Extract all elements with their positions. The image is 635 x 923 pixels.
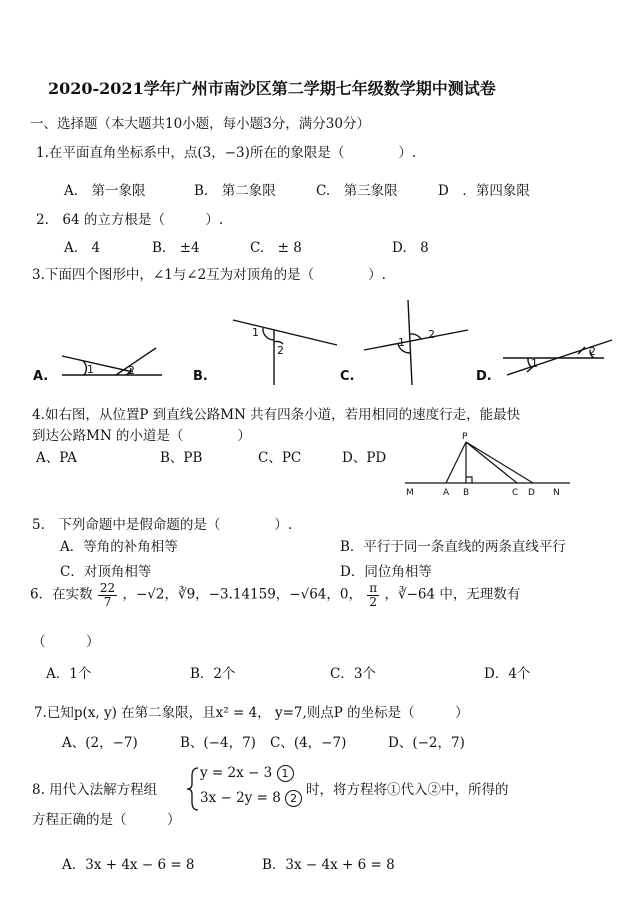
q6-fraction-22-7 (98, 582, 117, 608)
q8-eq2-text: 3x − 2y = 8 (200, 790, 281, 806)
q5-option-a: A．等角的补角相等 (60, 539, 178, 555)
q2-option-b: B. ±4 (152, 240, 200, 256)
section-heading: 一、选择题（本大题共10小题，每小题3分，满分30分） (30, 116, 370, 132)
q8-equation-2 (200, 790, 302, 807)
q6-option-b: B．2个 (190, 666, 236, 682)
q6-option-c: C．3个 (330, 666, 376, 682)
q2-option-c: C. ± 8 (250, 240, 302, 256)
q2-option-d: D. 8 (392, 240, 429, 256)
fig-letter-c: C. (340, 369, 355, 384)
q7-option-a: A、(2，−7) (62, 735, 138, 751)
q6-frac2-den: 2 (369, 594, 378, 609)
q1-option-a: A. 第一象限 (64, 183, 146, 199)
q6-option-a: A．1个 (46, 666, 92, 682)
q6-stem (30, 582, 520, 608)
q4-option-a: A、PA (36, 450, 77, 466)
q7-option-c: C、(4，−7) (270, 735, 347, 751)
fig-letter-d: D. (476, 369, 492, 384)
q3-stem: 3.下面四个图形中，∠1与∠2互为对顶角的是（ ）. (32, 267, 386, 283)
q4-road-figure (400, 430, 600, 500)
point-a: A (443, 488, 450, 498)
q8-eq1-text: y = 2x − 3 (200, 765, 273, 781)
point-n: N (553, 488, 560, 498)
fig-b-label-1: 1 (252, 326, 259, 339)
q7-option-b: B、(−4，7) (180, 735, 256, 751)
q6-middle-1: ，−√2，∛9，−3.14159，−√64，0， (122, 586, 362, 603)
q5-stem: 5. 下列命题中是假命题的是（ ）. (32, 517, 293, 533)
fig-d-label-1: 1 (531, 357, 538, 370)
fig-d-label-2: 2 (589, 345, 596, 358)
point-p: P (462, 432, 468, 442)
figure-choice-letters (33, 369, 492, 384)
q7-option-d: D、(−2，7) (388, 735, 465, 751)
q6-fraction-pi-2 (367, 582, 379, 608)
figure-a (62, 348, 162, 375)
q5-option-d: D．同位角相等 (340, 564, 432, 580)
fig-a-label-1: 1 (87, 363, 94, 376)
exam-title: 2020-2021学年广州市南沙区第二学期七年级数学期中测试卷 (48, 79, 496, 98)
q7-stem: 7.已知p(x, y) 在第二象限，且x² = 4， y=7,则点P 的坐标是（ ） (34, 705, 469, 721)
q6-frac1-num: 22 (99, 581, 116, 595)
q8-eq2-marker: 2 (285, 790, 302, 807)
q8-equation-1 (200, 765, 294, 782)
q2-stem: 2. 64 的立方根是（ ）. (36, 212, 224, 228)
q4-option-d: D、PD (342, 450, 387, 466)
q8-option-a: A．3x + 4x − 6 = 8 (62, 857, 195, 873)
q5-option-c: C．对顶角相等 (60, 564, 152, 580)
fig-c-label-2: 2 (428, 328, 435, 341)
figure-b (233, 320, 337, 385)
q6-frac1-den: 7 (103, 594, 112, 609)
q2-option-a: A. 4 (64, 240, 101, 256)
q8-suffix: 时，将方程将①代入②中，所得的 (306, 782, 509, 798)
q6-middle-2: ，∛−64 中，无理数有 (384, 586, 521, 603)
q8-option-b: B．3x − 4x + 6 = 8 (262, 857, 395, 873)
q5-option-b: B．平行于同一条直线的两条直线平行 (340, 539, 566, 555)
point-m: M (406, 488, 414, 498)
q8-prefix: 8. 用代入法解方程组 (32, 782, 158, 798)
q6-answer-paren: （ ） (32, 634, 100, 650)
q1-option-d: D ．第四象限 (438, 183, 530, 199)
q4-stem-line1: 4.如右图，从位置P 到直线公路MN 共有四条小道，若用相同的速度行走，能最快 (32, 407, 521, 423)
fig-letter-b: B. (193, 369, 208, 384)
point-c: C (512, 488, 519, 498)
fig-b-label-2: 2 (277, 344, 284, 357)
q1-option-b: B. 第二象限 (194, 183, 276, 199)
q8-eq1-marker: 1 (277, 765, 294, 782)
fig-a-label-2: 2 (128, 364, 135, 377)
q3-figures (0, 290, 635, 410)
fig-letter-a: A. (33, 369, 49, 384)
q1-option-c: C. 第三象限 (316, 183, 398, 199)
q8-system-brace (186, 766, 200, 812)
point-b: B (463, 488, 470, 498)
q4-option-b: B、PB (160, 450, 203, 466)
q6-prefix: 6．在实数 (30, 586, 93, 603)
q1-stem: 1.在平面直角坐标系中，点(3，−3)所在的象限是（ ）. (36, 145, 417, 161)
q4-stem-line2: 到达公路MN 的小道是（ ） (32, 428, 251, 444)
q4-option-c: C、PC (258, 450, 302, 466)
q8-line2: 方程正确的是（ ） (32, 812, 181, 828)
q6-frac2-num: π (369, 581, 378, 595)
q6-option-d: D．4个 (484, 666, 531, 682)
fig-c-label-1: 1 (398, 336, 405, 349)
point-d: D (528, 488, 535, 498)
figure-c (364, 300, 468, 385)
